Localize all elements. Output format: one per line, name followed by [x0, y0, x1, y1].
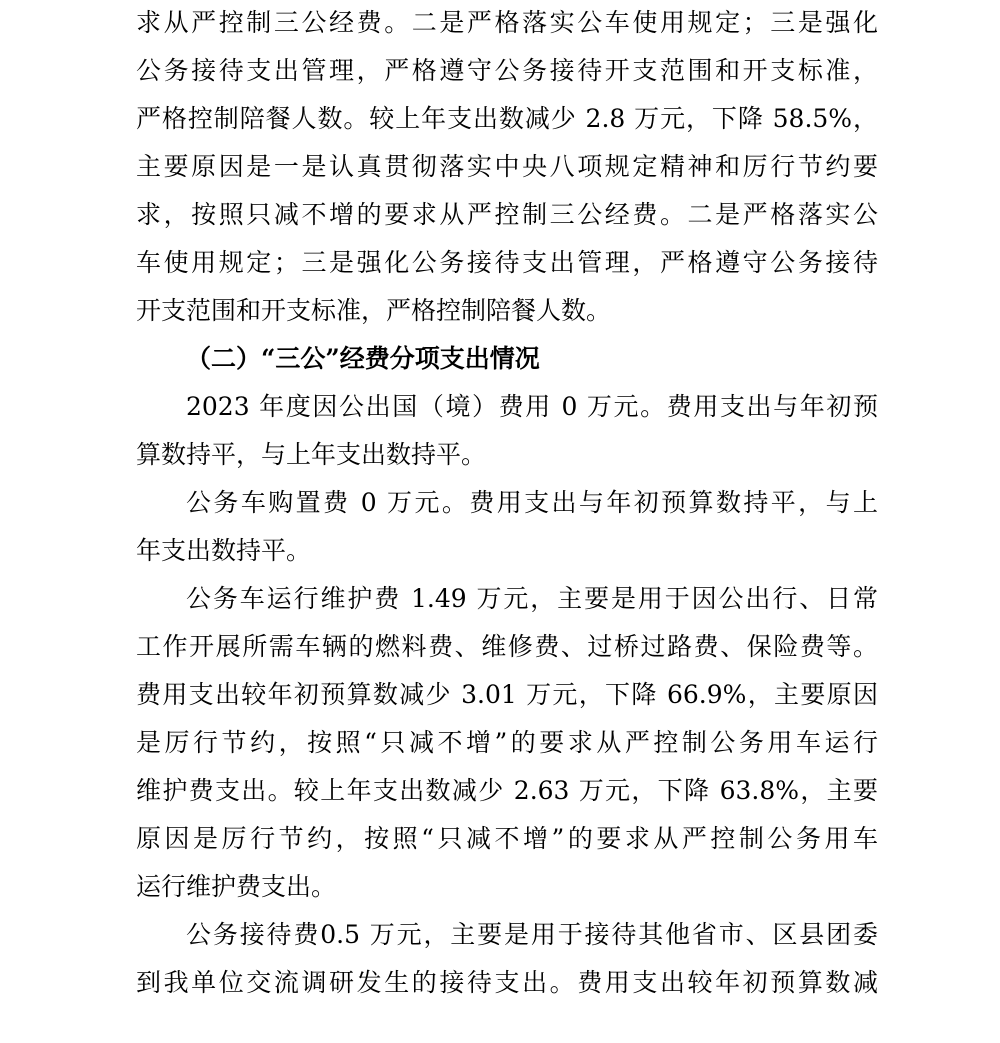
paragraph-line: 开支范围和开支标准，严格控制陪餐人数。: [136, 296, 612, 325]
paragraph-line: 2023 年度因公出国（境）费用 0 万元。费用支出与年初预: [186, 392, 878, 421]
paragraph-line: 严格控制陪餐人数。较上年支出数减少 2.8 万元，下降 58.5%，: [136, 104, 878, 133]
paragraph-line: 运行维护费支出。: [136, 872, 337, 901]
paragraph-line: 算数持平，与上年支出数持平。: [136, 440, 487, 469]
paragraph-line: 求，按照只减不增的要求从严控制三公经费。二是严格落实公: [136, 200, 878, 229]
paragraph-line: 公务车运行维护费 1.49 万元，主要是用于因公出行、日常: [186, 584, 878, 613]
section-heading: （二）“三公”经费分项支出情况: [186, 344, 540, 373]
paragraph-line: 是厉行节约，按照“只减不增”的要求从严控制公务用车运行: [136, 728, 878, 757]
paragraph-line: 公务接待支出管理，严格遵守公务接待开支范围和开支标准，: [136, 56, 878, 85]
paragraph-line: 费用支出较年初预算数减少 3.01 万元，下降 66.9%，主要原因: [136, 680, 878, 709]
paragraph-line: 原因是厉行节约，按照“只减不增”的要求从严控制公务用车: [136, 824, 878, 853]
paragraph-line: 主要原因是一是认真贯彻落实中央八项规定精神和厉行节约要: [136, 152, 878, 181]
document-page: [136, 0, 878, 1008]
paragraph-line: 公务接待费0.5 万元，主要是用于接待其他省市、区县团委: [186, 920, 878, 949]
paragraph-line: 年支出数持平。: [136, 536, 312, 565]
paragraph-line: 维护费支出。较上年支出数减少 2.63 万元，下降 63.8%，主要: [136, 776, 878, 805]
paragraph-line: 工作开展所需车辆的燃料费、维修费、过桥过路费、保险费等。: [136, 632, 878, 661]
paragraph-line: 到我单位交流调研发生的接待支出。费用支出较年初预算数减: [136, 968, 878, 997]
paragraph-line: 车使用规定；三是强化公务接待支出管理，严格遵守公务接待: [136, 248, 878, 277]
paragraph-line: 公务车购置费 0 万元。费用支出与年初预算数持平，与上: [186, 488, 878, 517]
paragraph-line: 求从严控制三公经费。二是严格落实公车使用规定；三是强化: [136, 8, 878, 37]
